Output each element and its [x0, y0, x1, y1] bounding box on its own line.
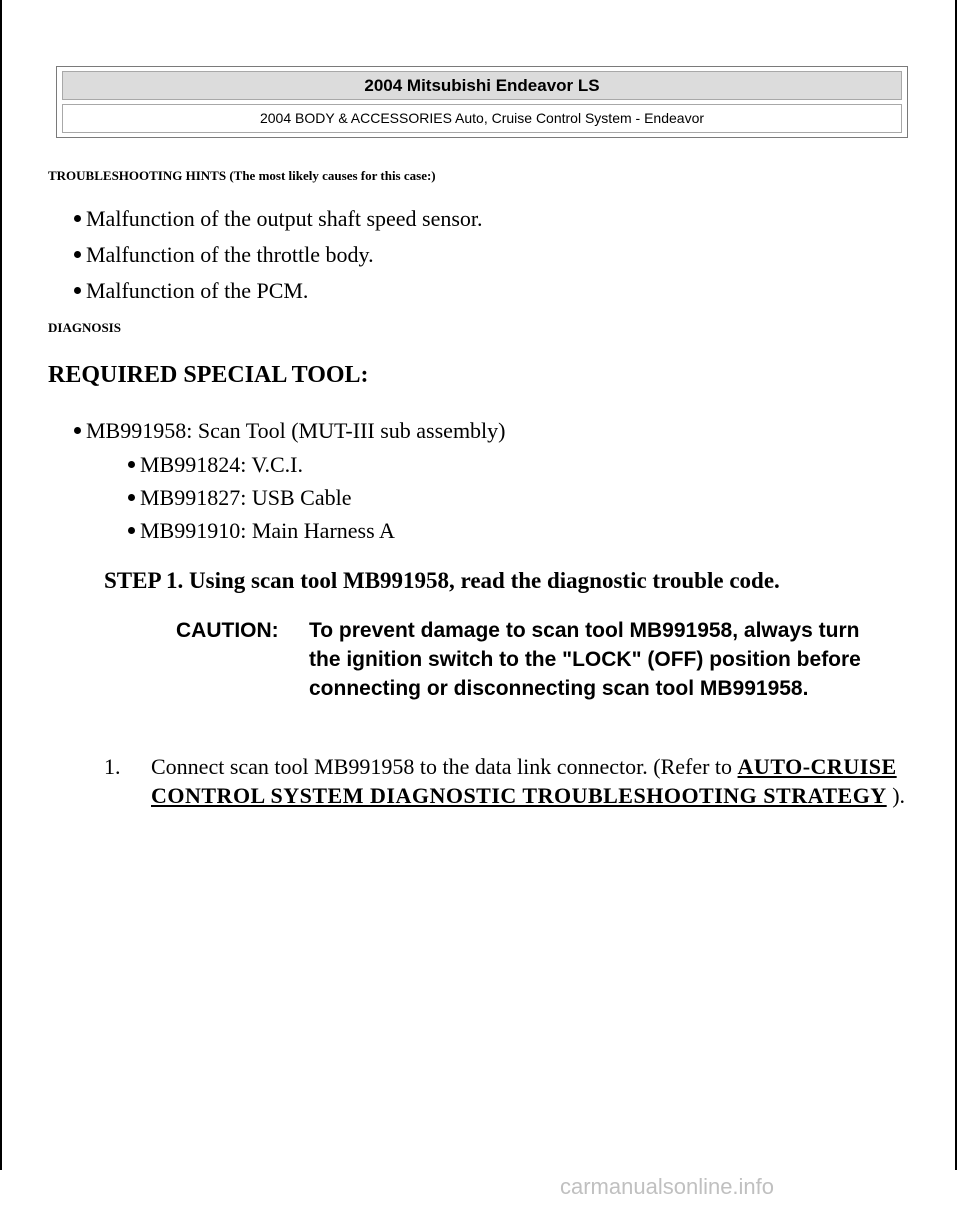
tool-sub-item: MB991827: USB Cable [128, 485, 351, 511]
header-title: 2004 Mitsubishi Endeavor LS [62, 71, 902, 100]
instruction-text: Connect scan tool MB991958 to the data link connector. (Refer to [151, 754, 733, 779]
bullet-icon [74, 427, 81, 434]
header-subtitle: 2004 BODY & ACCESSORIES Auto, Cruise Control System - Endeavor [62, 104, 902, 133]
watermark: carmanualsonline.info [560, 1174, 775, 1199]
tool-main-item: MB991958: Scan Tool (MUT-III sub assembly) [74, 418, 506, 444]
troubleshooting-hints-title: TROUBLESHOOTING HINTS (The most likely causes for this case:) [48, 168, 436, 183]
bullet-icon [128, 527, 135, 534]
page-border-right [955, 0, 957, 1170]
troubleshooting-strategy-link[interactable]: AUTO-CRUISE CONTROL SYSTEM DIAGNOSTIC TROUBLESHOOTING STRATEGY [151, 754, 897, 808]
tool-sub-item: MB991910: Main Harness A [128, 518, 395, 544]
bullet-icon [74, 287, 81, 294]
tool-sub-item: MB991824: V.C.I. [128, 452, 303, 478]
hint-item: Malfunction of the throttle body. [74, 242, 374, 268]
hint-item: Malfunction of the PCM. [74, 278, 308, 304]
page-border-left [0, 0, 2, 1170]
instruction-number: 1. [104, 754, 121, 779]
instruction-body [151, 752, 911, 810]
required-tool-heading: REQUIRED SPECIAL TOOL: [48, 362, 369, 388]
bullet-icon [128, 461, 135, 468]
bullet-icon [74, 215, 81, 222]
caution-label: CAUTION: [176, 619, 279, 642]
bullet-icon [128, 494, 135, 501]
instruction-end: ). [892, 783, 906, 808]
step-1-heading: STEP 1. Using scan tool MB991958, read the diagnostic trouble code. [104, 568, 780, 593]
bullet-icon [74, 251, 81, 258]
diagnosis-title: DIAGNOSIS [48, 320, 121, 335]
caution-text: To prevent damage to scan tool MB991958, always turn the ignition switch to the "LOCK" (OFF) position before connecting or disconnecting scan tool MB991958. [309, 619, 861, 700]
document-header [56, 66, 908, 138]
hint-item: Malfunction of the output shaft speed sensor. [74, 206, 483, 232]
